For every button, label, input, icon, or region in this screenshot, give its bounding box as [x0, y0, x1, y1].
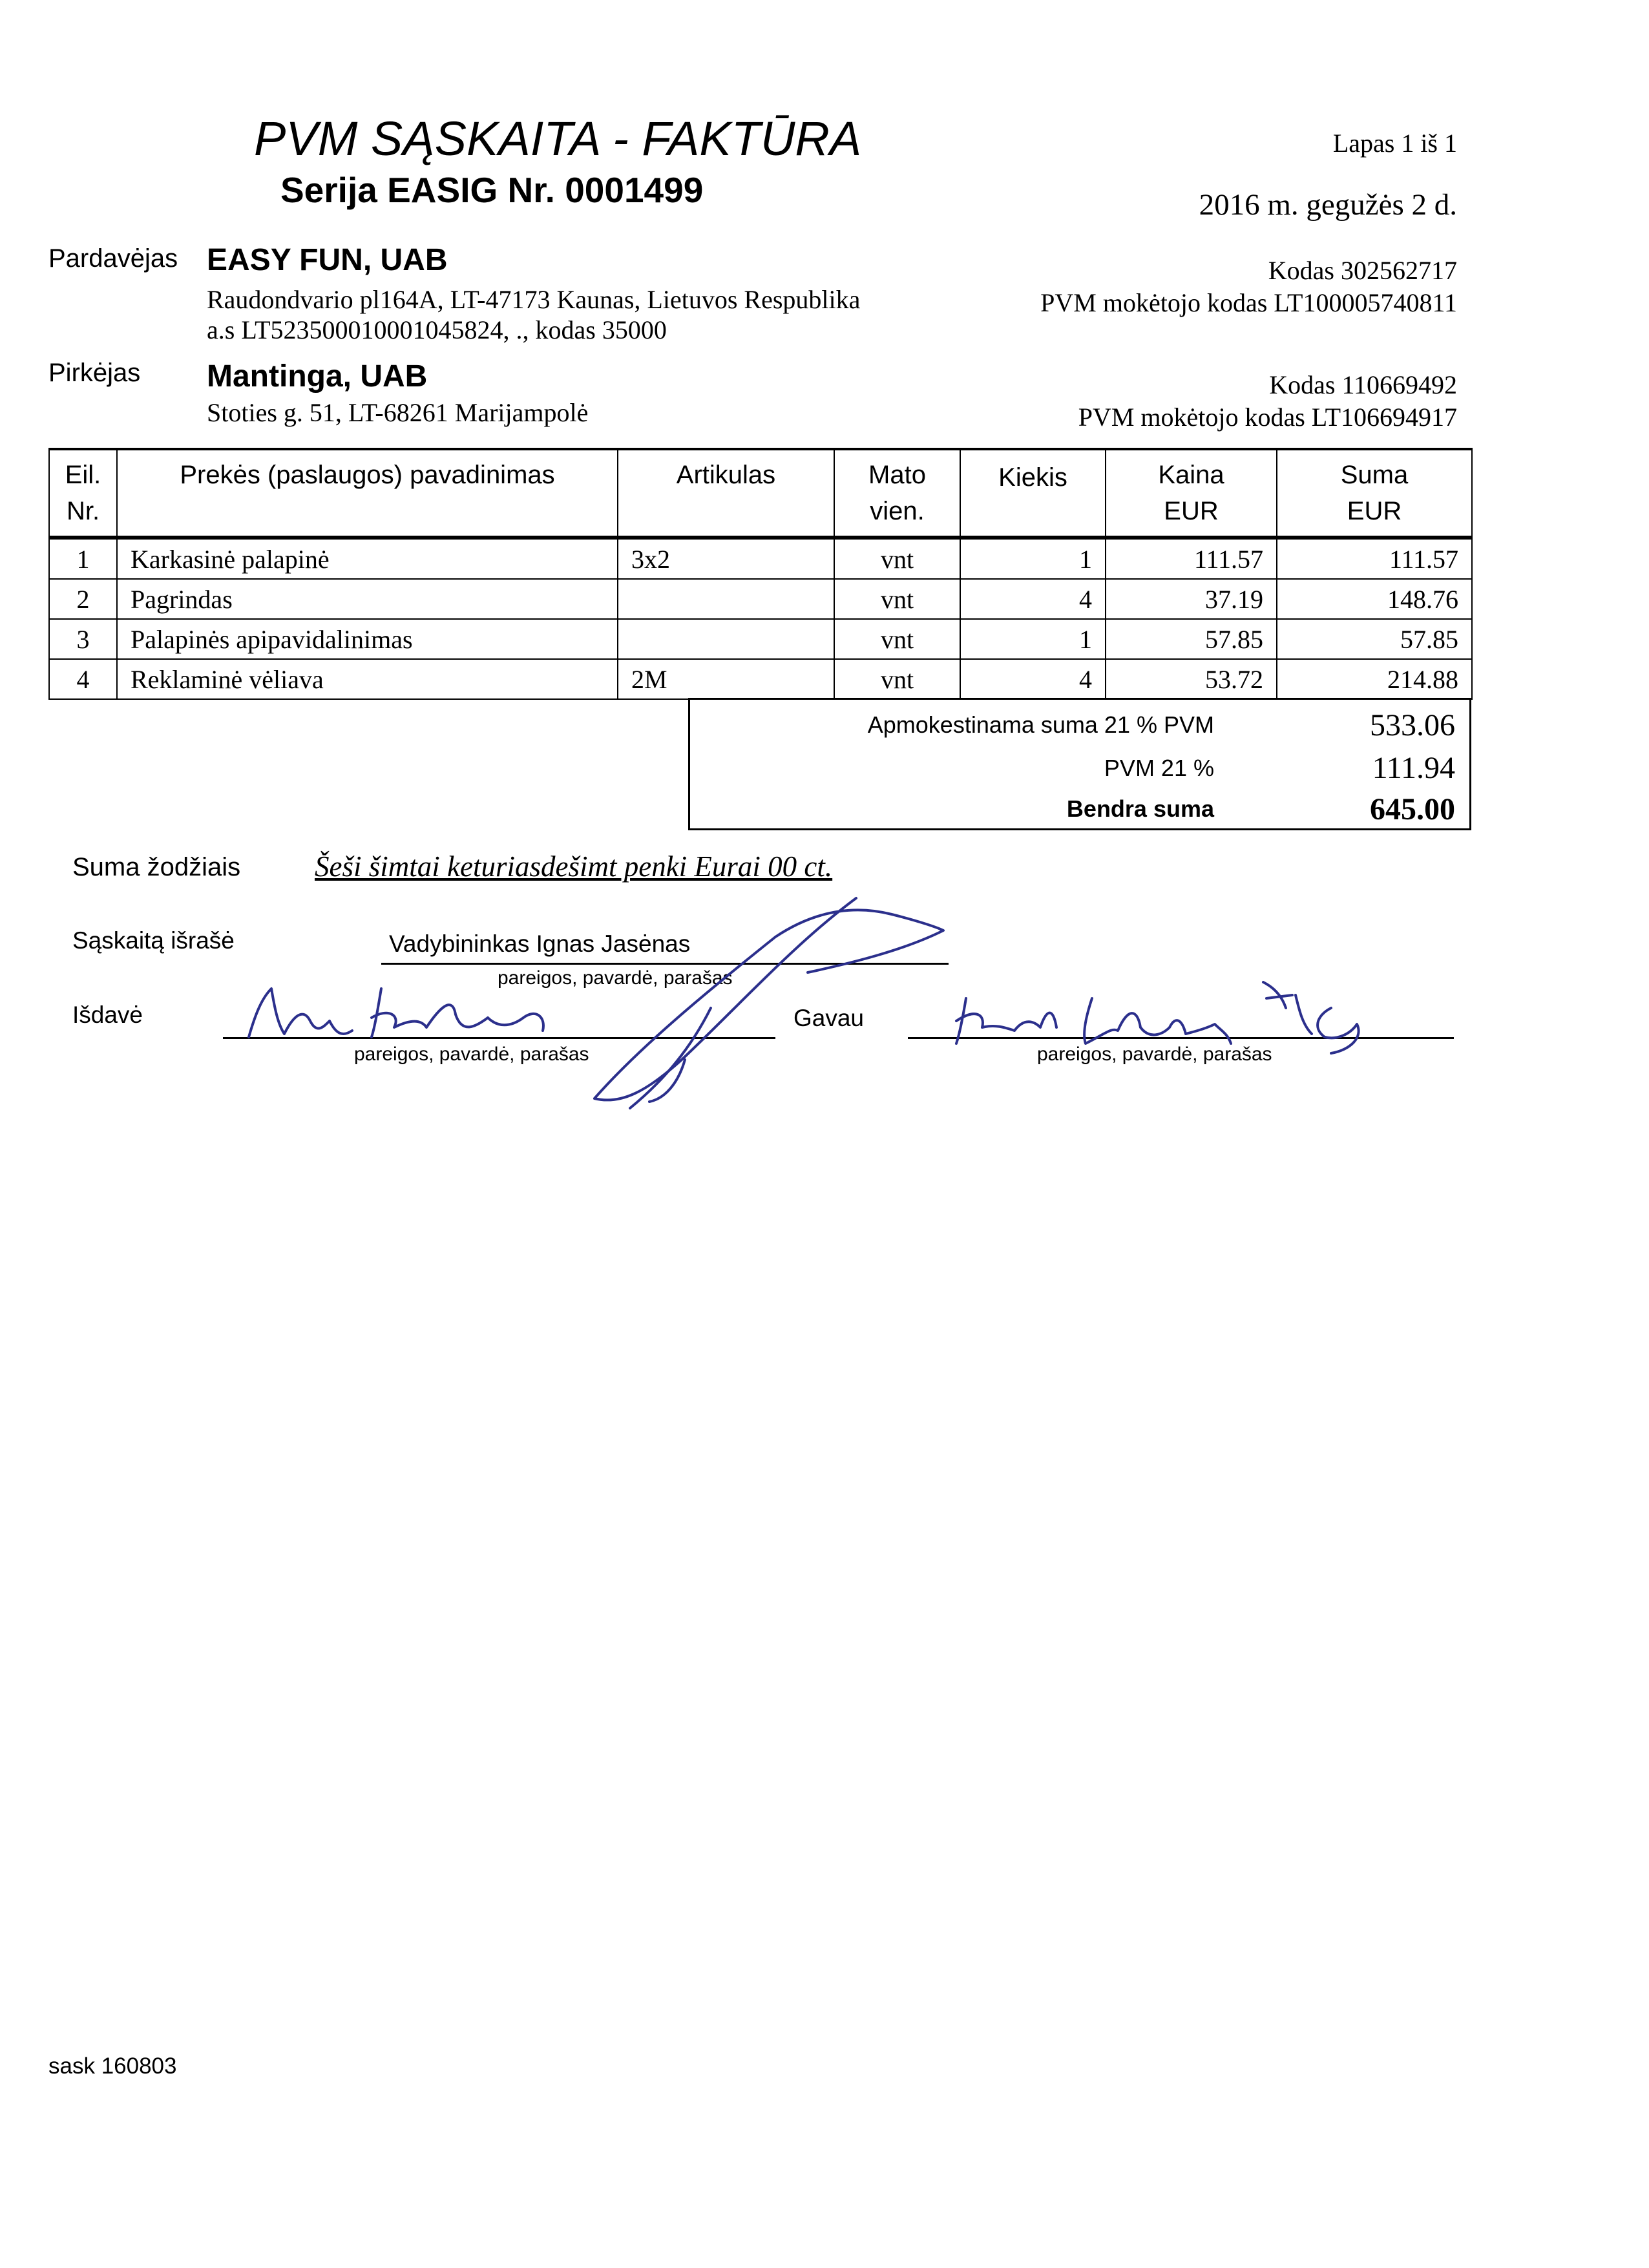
issuer-signature-scrawl — [594, 898, 943, 1100]
row-unit: vnt — [834, 659, 960, 699]
invoice-title: PVM SĄSKAITA - FAKTŪRA — [254, 112, 862, 165]
document-code: sask 160803 — [48, 2053, 177, 2079]
received-by-initials — [1263, 982, 1359, 1053]
received-label: Gavau — [793, 1005, 865, 1031]
released-by-caption: pareigos, pavardė, parašas — [354, 1044, 589, 1065]
row-price: 37.19 — [1106, 579, 1277, 619]
seller-company-code: Kodas 302562717 — [1268, 256, 1457, 285]
row-unit: vnt — [834, 619, 960, 659]
issued-by-signature-line — [381, 963, 949, 965]
col-header-name: Prekės (paslaugos) pavadinimas — [117, 449, 618, 538]
row-article — [618, 619, 834, 659]
page-indicator: Lapas 1 iš 1 — [1332, 129, 1457, 158]
totals-box — [688, 698, 1471, 830]
issued-by-value: Vadybininkas Ignas Jasėnas — [389, 930, 691, 957]
amount-in-words-value: Šeši šimtai keturiasdešimt penki Eurai 00 ct. — [315, 850, 833, 883]
released-by-label: Išdavė — [72, 1002, 143, 1028]
row-price: 111.57 — [1106, 538, 1277, 579]
buyer-label: Pirkėjas — [48, 359, 141, 387]
row-nr: 1 — [49, 538, 117, 579]
seller-name: EASY FUN, UAB — [207, 243, 448, 277]
seller-label: Pardavėjas — [48, 244, 178, 273]
taxable-amount-label: Apmokestinama suma 21 % PVM — [867, 711, 1214, 738]
invoice-series-number: Serija EASIG Nr. 0001499 — [280, 170, 704, 210]
row-article — [618, 579, 834, 619]
issuer-signature-stroke — [630, 1008, 711, 1108]
row-qty: 4 — [960, 579, 1106, 619]
row-nr: 2 — [49, 579, 117, 619]
total-amount-value: 645.00 — [1370, 792, 1455, 826]
row-nr: 4 — [49, 659, 117, 699]
issued-by-label: Sąskaitą išrašė — [72, 927, 235, 954]
vat-amount-label: PVM 21 % — [1104, 755, 1214, 781]
table-row — [49, 659, 1472, 699]
row-sum: 57.85 — [1277, 619, 1472, 659]
row-unit: vnt — [834, 579, 960, 619]
buyer-company-code: Kodas 110669492 — [1269, 370, 1457, 399]
seller-address: Raudondvario pl164A, LT-47173 Kaunas, Lietuvos Respublika — [207, 285, 861, 314]
row-qty: 1 — [960, 538, 1106, 579]
issued-by-caption: pareigos, pavardė, parašas — [498, 967, 733, 989]
row-price: 53.72 — [1106, 659, 1277, 699]
vat-amount-value: 111.94 — [1372, 751, 1455, 785]
col-header-article: Artikulas — [618, 449, 834, 538]
released-by-signature-line — [223, 1037, 775, 1039]
buyer-address: Stoties g. 51, LT-68261 Marijampolė — [207, 398, 589, 427]
row-sum: 111.57 — [1277, 538, 1472, 579]
received-signature-line — [908, 1037, 1454, 1039]
seller-vat-code: PVM mokėtojo kodas LT100005740811 — [1040, 288, 1457, 317]
col-header-qty: Kiekis — [960, 449, 1106, 538]
issuer-signature-loop — [649, 1060, 685, 1102]
row-name: Palapinės apipavidalinimas — [117, 619, 618, 659]
table-row — [49, 538, 1472, 579]
seller-bank-account: a.s LT523500010001045824, ., kodas 35000 — [207, 315, 667, 344]
row-price: 57.85 — [1106, 619, 1277, 659]
row-unit: vnt — [834, 538, 960, 579]
col-header-sum: Suma EUR — [1277, 449, 1472, 538]
row-sum: 148.76 — [1277, 579, 1472, 619]
row-sum: 214.88 — [1277, 659, 1472, 699]
row-article: 2M — [618, 659, 834, 699]
taxable-amount-value: 533.06 — [1370, 708, 1455, 742]
row-nr: 3 — [49, 619, 117, 659]
total-amount-label: Bendra suma — [1066, 795, 1214, 822]
items-table — [48, 448, 1473, 700]
table-row — [49, 579, 1472, 619]
row-qty: 1 — [960, 619, 1106, 659]
buyer-name: Mantinga, UAB — [207, 359, 428, 394]
col-header-unit: Mato vien. — [834, 449, 960, 538]
row-article: 3x2 — [618, 538, 834, 579]
row-qty: 4 — [960, 659, 1106, 699]
invoice-date: 2016 m. gegužės 2 d. — [1199, 188, 1457, 222]
col-header-nr: Eil. Nr. — [49, 449, 117, 538]
col-header-price: Kaina EUR — [1106, 449, 1277, 538]
row-name: Karkasinė palapinė — [117, 538, 618, 579]
received-caption: pareigos, pavardė, parašas — [1037, 1044, 1272, 1065]
buyer-vat-code: PVM mokėtojo kodas LT106694917 — [1078, 403, 1457, 432]
amount-in-words-label: Suma žodžiais — [72, 853, 241, 881]
table-header-row — [49, 449, 1472, 538]
row-name: Pagrindas — [117, 579, 618, 619]
row-name: Reklaminė vėliava — [117, 659, 618, 699]
table-row — [49, 619, 1472, 659]
released-by-signature — [249, 989, 543, 1037]
